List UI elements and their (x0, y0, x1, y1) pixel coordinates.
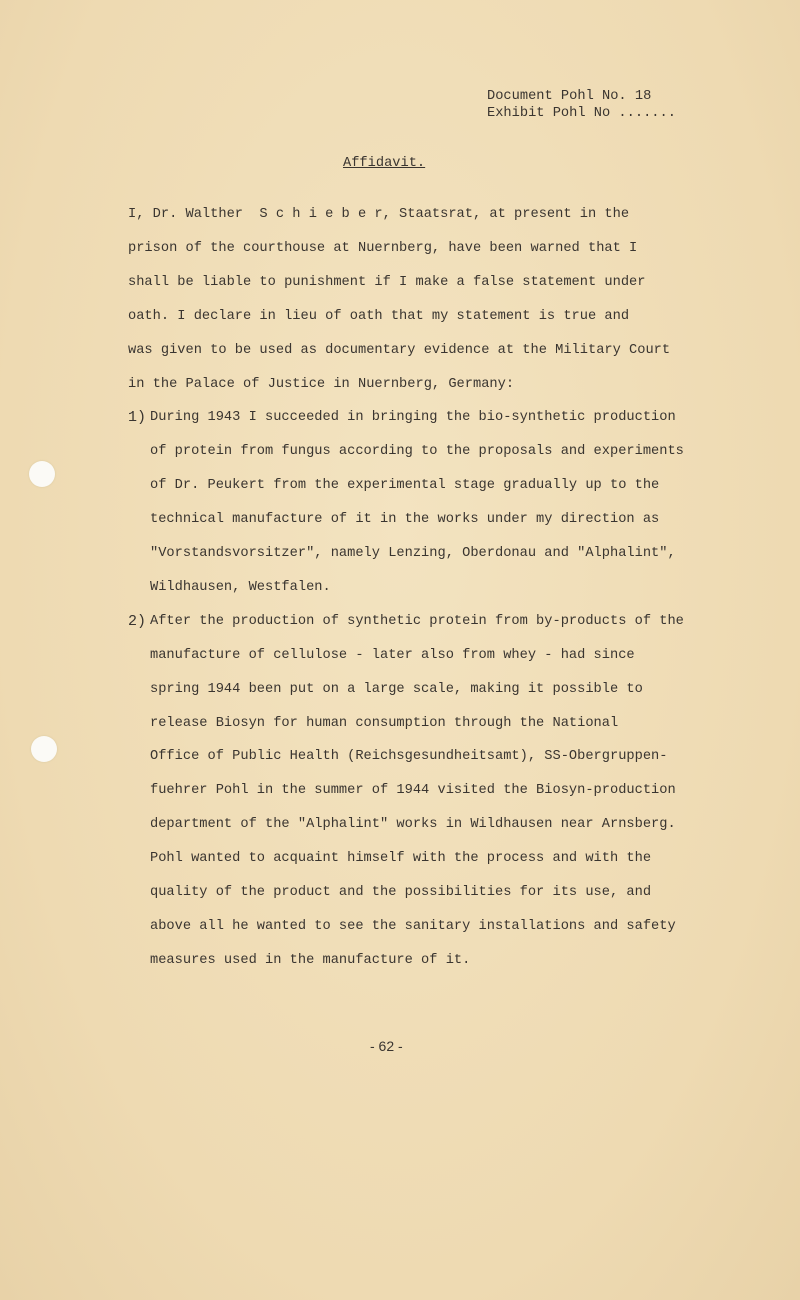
item-line: measures used in the manufacture of it. (150, 952, 471, 968)
document-header (487, 88, 676, 122)
item-line: department of the "Alphalint" works in Wildhausen near Arnsberg. (150, 817, 676, 833)
punch-hole (31, 736, 57, 762)
item-line: quality of the product and the possibilities for its use, and (150, 885, 652, 900)
item-line: manufacture of cellulose - later also from whey - had since (150, 647, 635, 663)
item-number: 2) (128, 612, 147, 630)
item-line: Office of Public Health (Reichsgesundheitsamt), SS-Obergruppen- (150, 749, 668, 765)
item-line: "Vorstandsvorsitzer", namely Lenzing, Oberdonau and "Alphalint", (150, 546, 676, 561)
item-line: Pohl wanted to acquaint himself with the process and with the (150, 851, 652, 867)
intro-line: shall be liable to punishment if I make a false statement under (128, 274, 646, 290)
intro-line: prison of the courthouse at Nuernberg, have been warned that I (128, 240, 638, 256)
item-line: above all he wanted to see the sanitary installations and safety (150, 918, 676, 934)
document-number: Document Pohl No. 18 (487, 89, 652, 104)
document-title: Affidavit. (343, 156, 426, 171)
item-line: of Dr. Peukert from the experimental stage gradually up to the (150, 478, 660, 494)
item-line: spring 1944 been put on a large scale, making it possible to (150, 681, 643, 697)
item-line: After the production of synthetic protein from by-products of the (150, 613, 684, 629)
page-number: - 62 - (370, 1038, 403, 1054)
intro-line: I, Dr. Walther S c h i e b e r, Staatsrat, at present in the (128, 207, 630, 222)
item-number: 1) (128, 409, 147, 427)
item-line: release Biosyn for human consumption through the National (150, 715, 619, 731)
item-line: technical manufacture of it in the works under my direction as (150, 512, 660, 528)
intro-line: in the Palace of Justice in Nuernberg, Germany: (128, 376, 515, 392)
item-line: During 1943 I succeeded in bringing the bio-synthetic production (150, 410, 676, 426)
item-line: fuehrer Pohl in the summer of 1944 visited the Biosyn-production (150, 783, 676, 799)
punch-hole (29, 461, 55, 487)
intro-line: oath. I declare in lieu of oath that my statement is true and (128, 308, 630, 324)
item-line: of protein from fungus according to the proposals and experiments (150, 444, 684, 460)
exhibit-number: Exhibit Pohl No ....... (487, 106, 676, 121)
item-line: Wildhausen, Westfalen. (150, 579, 331, 595)
intro-line: was given to be used as documentary evidence at the Military Court (128, 342, 671, 358)
